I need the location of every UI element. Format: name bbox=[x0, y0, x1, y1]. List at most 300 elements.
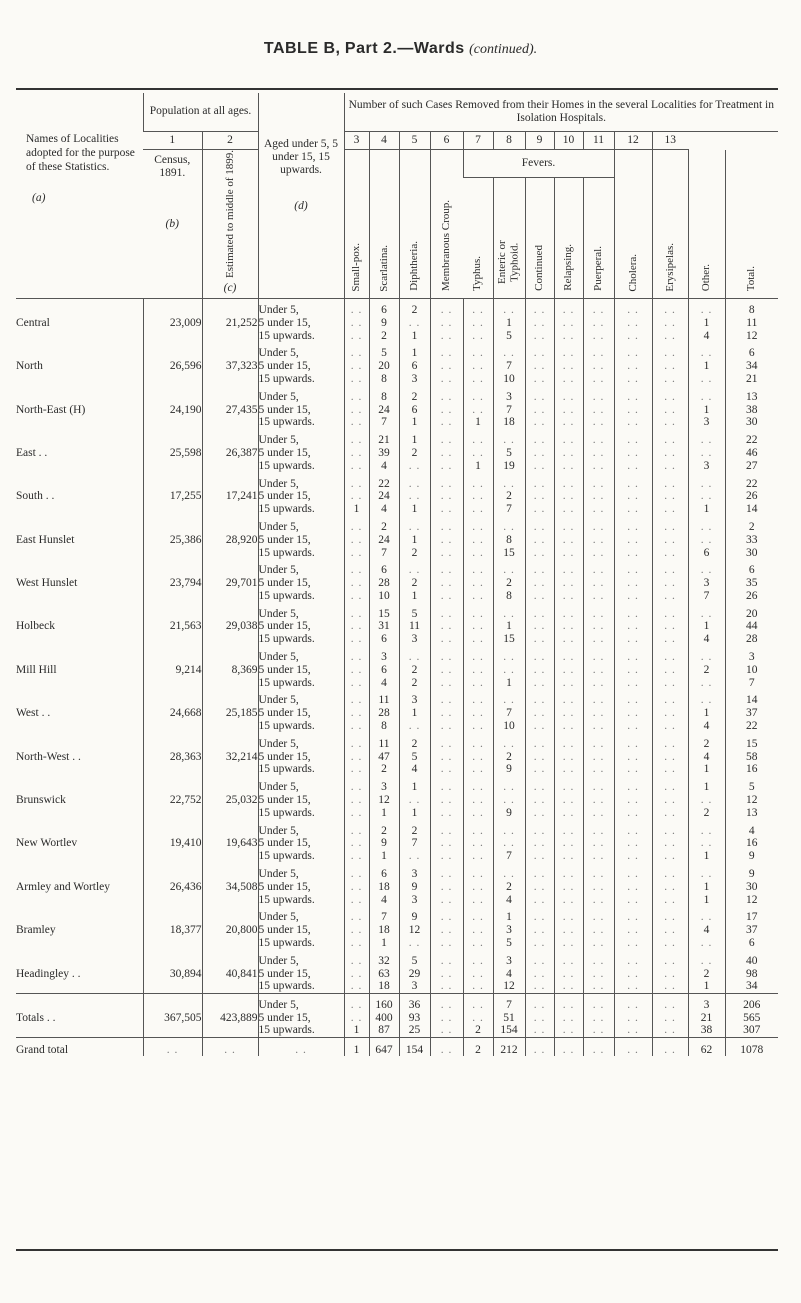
disease-header-other bbox=[688, 150, 725, 299]
census-value: 9,214 bbox=[143, 664, 202, 677]
case-count: 1 bbox=[399, 781, 430, 794]
empty-cell: . . bbox=[463, 391, 493, 404]
case-count: 6 bbox=[369, 304, 399, 317]
empty-cell: . . bbox=[525, 460, 554, 473]
empty-cell: . . bbox=[525, 434, 554, 447]
case-count: 24 bbox=[369, 490, 399, 503]
empty-cell: . . bbox=[583, 850, 614, 863]
empty-cell: . . bbox=[525, 894, 554, 907]
empty-cell: . . bbox=[430, 404, 463, 417]
empty-cell: . . bbox=[583, 881, 614, 894]
empty-cell: . . bbox=[430, 373, 463, 386]
empty-cell: . . bbox=[614, 868, 652, 881]
empty-cell: . . bbox=[614, 608, 652, 621]
empty-cell: . . bbox=[554, 664, 583, 677]
table-part: Part 2. bbox=[344, 40, 398, 57]
empty-cell: . . bbox=[399, 850, 430, 863]
case-count: 38 bbox=[688, 1024, 725, 1037]
empty-cell: . . bbox=[583, 490, 614, 503]
case-count: 21 bbox=[725, 373, 778, 386]
census-value bbox=[143, 694, 202, 707]
case-count: 4 bbox=[688, 751, 725, 764]
empty-cell: . . bbox=[344, 416, 369, 429]
age-group: 15 upwards. bbox=[258, 460, 344, 473]
empty-cell: . . bbox=[554, 980, 583, 993]
empty-cell: . . bbox=[583, 720, 614, 733]
empty-cell: . . bbox=[554, 564, 583, 577]
case-count: 4 bbox=[369, 503, 399, 516]
locality-name bbox=[16, 1024, 143, 1037]
empty-cell: . . bbox=[344, 968, 369, 981]
empty-cell: . . bbox=[463, 590, 493, 603]
empty-cell: . . bbox=[463, 608, 493, 621]
empty-cell: . . bbox=[344, 447, 369, 460]
table-row bbox=[16, 781, 778, 794]
empty-cell: . . bbox=[583, 460, 614, 473]
empty-cell: . . bbox=[525, 825, 554, 838]
empty-cell: . . bbox=[463, 490, 493, 503]
locality-name bbox=[16, 347, 143, 360]
age-group: 15 upwards. bbox=[258, 980, 344, 993]
census-value bbox=[143, 304, 202, 317]
locality-name: North-West . . bbox=[16, 750, 81, 763]
estimated-value bbox=[202, 894, 258, 907]
estimated-value bbox=[202, 347, 258, 360]
empty-cell: . . bbox=[430, 521, 463, 534]
empty-cell: . . bbox=[652, 633, 688, 646]
empty-cell: . . bbox=[614, 664, 652, 677]
locality-name bbox=[16, 955, 143, 968]
disease-header-puerperal bbox=[583, 177, 614, 299]
case-count: 206 bbox=[725, 999, 778, 1012]
case-count: 2 bbox=[369, 763, 399, 776]
empty-cell: . . bbox=[652, 478, 688, 491]
table-title bbox=[0, 40, 801, 58]
cases-header bbox=[344, 93, 778, 132]
empty-cell: . . bbox=[583, 651, 614, 664]
locality-name bbox=[16, 720, 143, 733]
empty-cell: . . bbox=[525, 738, 554, 751]
empty-cell: . . bbox=[554, 720, 583, 733]
age-group: 5 under 15, bbox=[258, 707, 344, 720]
case-count: 15 bbox=[493, 633, 525, 646]
locality-name bbox=[16, 651, 143, 664]
empty-cell: . . bbox=[463, 924, 493, 937]
estimated-value bbox=[202, 521, 258, 534]
empty-cell: . . bbox=[525, 794, 554, 807]
empty-cell: . . bbox=[652, 404, 688, 417]
census-value bbox=[143, 478, 202, 491]
locality-name: Headingley . . bbox=[16, 967, 81, 980]
case-count: 29 bbox=[399, 968, 430, 981]
case-count: 10 bbox=[725, 664, 778, 677]
case-count: 1 bbox=[399, 590, 430, 603]
case-count: 2 bbox=[399, 738, 430, 751]
case-count: 1 bbox=[399, 416, 430, 429]
case-count: 9 bbox=[725, 850, 778, 863]
case-count: 22 bbox=[725, 434, 778, 447]
census-value bbox=[143, 850, 202, 863]
table-row bbox=[16, 955, 778, 968]
table-row bbox=[16, 738, 778, 751]
case-count: 9 bbox=[369, 317, 399, 330]
empty-cell: . . bbox=[583, 590, 614, 603]
empty-cell: . . bbox=[652, 1024, 688, 1037]
empty-cell: . . bbox=[554, 434, 583, 447]
locality-name: Central bbox=[16, 316, 50, 329]
empty-cell: . . bbox=[430, 850, 463, 863]
empty-cell: . . bbox=[344, 330, 369, 343]
locality-name: Armley and Wortley bbox=[16, 880, 111, 893]
case-count: 1 bbox=[463, 416, 493, 429]
disease-label: Relapsing. bbox=[562, 244, 575, 292]
empty-cell: . . bbox=[614, 794, 652, 807]
age-group: 15 upwards. bbox=[258, 677, 344, 690]
census-value bbox=[143, 937, 202, 950]
case-count: 51 bbox=[493, 1012, 525, 1025]
empty-cell: . . bbox=[525, 837, 554, 850]
disease-label: Typhus. bbox=[471, 256, 484, 292]
case-count: 12 bbox=[399, 924, 430, 937]
census-value bbox=[143, 416, 202, 429]
case-count: 3 bbox=[399, 694, 430, 707]
empty-cell: . . bbox=[525, 608, 554, 621]
empty-cell: . . bbox=[583, 1044, 614, 1057]
case-count: 11 bbox=[369, 738, 399, 751]
locality-name bbox=[16, 825, 143, 838]
case-count: 7 bbox=[493, 999, 525, 1012]
empty-cell: . . bbox=[463, 330, 493, 343]
empty-cell: . . bbox=[614, 1024, 652, 1037]
empty-cell: . . bbox=[614, 373, 652, 386]
grand-total-value: 1078 bbox=[725, 1044, 778, 1057]
case-count: 11 bbox=[369, 694, 399, 707]
empty-cell: . . bbox=[583, 763, 614, 776]
case-count: 58 bbox=[725, 751, 778, 764]
empty-cell: . . bbox=[688, 911, 725, 924]
case-count: 160 bbox=[369, 999, 399, 1012]
empty-cell: . . bbox=[463, 738, 493, 751]
empty-cell: . . bbox=[525, 317, 554, 330]
case-count: 7 bbox=[725, 677, 778, 690]
census-value bbox=[143, 677, 202, 690]
case-count: 22 bbox=[725, 478, 778, 491]
estimated-value: 17,241 bbox=[202, 490, 258, 503]
empty-cell: . . bbox=[583, 317, 614, 330]
empty-cell: . . bbox=[583, 534, 614, 547]
case-count: 4 bbox=[725, 825, 778, 838]
case-count: 1 bbox=[688, 360, 725, 373]
age-group: 5 under 15, bbox=[258, 968, 344, 981]
empty-cell: . . bbox=[614, 490, 652, 503]
empty-cell: . . bbox=[525, 694, 554, 707]
case-count: 37 bbox=[725, 707, 778, 720]
locality-name bbox=[16, 694, 143, 707]
empty-cell: . . bbox=[493, 608, 525, 621]
empty-cell: . . bbox=[344, 825, 369, 838]
table-row bbox=[16, 490, 778, 503]
empty-cell: . . bbox=[614, 534, 652, 547]
empty-cell: . . bbox=[652, 330, 688, 343]
empty-cell: . . bbox=[614, 807, 652, 820]
age-group: 15 upwards. bbox=[258, 416, 344, 429]
empty-cell: . . bbox=[493, 478, 525, 491]
empty-cell: . . bbox=[344, 521, 369, 534]
case-count: 12 bbox=[493, 980, 525, 993]
table-row bbox=[16, 521, 778, 534]
case-count: 7 bbox=[369, 547, 399, 560]
empty-cell: . . bbox=[614, 763, 652, 776]
empty-cell: . . bbox=[463, 937, 493, 950]
estimated-value bbox=[202, 391, 258, 404]
empty-cell: . . bbox=[493, 781, 525, 794]
case-count: 6 bbox=[369, 664, 399, 677]
empty-cell: . . bbox=[688, 837, 725, 850]
estimated-value bbox=[202, 304, 258, 317]
age-group: Under 5, bbox=[258, 825, 344, 838]
case-count: 6 bbox=[725, 564, 778, 577]
empty-cell: . . bbox=[493, 794, 525, 807]
case-count: 7 bbox=[399, 837, 430, 850]
column-number: 3 bbox=[344, 132, 369, 150]
estimated-value bbox=[202, 633, 258, 646]
case-count: 1 bbox=[399, 503, 430, 516]
empty-cell: . . bbox=[554, 620, 583, 633]
locality-name bbox=[16, 937, 143, 950]
locality-name: Totals . . bbox=[16, 1011, 56, 1024]
case-count: 307 bbox=[725, 1024, 778, 1037]
empty-cell: . . bbox=[614, 434, 652, 447]
empty-cell: . . bbox=[430, 434, 463, 447]
disease-label: Enteric or Typhoid. bbox=[496, 240, 522, 285]
empty-cell: . . bbox=[614, 416, 652, 429]
empty-cell: . . bbox=[652, 347, 688, 360]
empty-cell: . . bbox=[688, 447, 725, 460]
empty-cell: . . bbox=[614, 503, 652, 516]
empty-cell: . . bbox=[463, 837, 493, 850]
empty-cell: . . bbox=[652, 447, 688, 460]
empty-cell: . . bbox=[652, 825, 688, 838]
empty-cell: . . bbox=[554, 503, 583, 516]
empty-cell: . . bbox=[344, 980, 369, 993]
empty-cell: . . bbox=[525, 677, 554, 690]
empty-cell: . . bbox=[614, 633, 652, 646]
table-row bbox=[16, 894, 778, 907]
empty-cell: . . bbox=[688, 955, 725, 968]
empty-cell: . . bbox=[525, 937, 554, 950]
case-count: 1 bbox=[688, 317, 725, 330]
empty-cell: . . bbox=[688, 868, 725, 881]
empty-cell: . . bbox=[554, 447, 583, 460]
case-count: 9 bbox=[369, 837, 399, 850]
empty-cell: . . bbox=[525, 850, 554, 863]
empty-cell: . . bbox=[399, 521, 430, 534]
age-group: 5 under 15, bbox=[258, 664, 344, 677]
locality-name bbox=[16, 478, 143, 491]
census-value bbox=[143, 503, 202, 516]
empty-cell: . . bbox=[652, 763, 688, 776]
disease-label: Continued bbox=[533, 245, 546, 292]
age-group: 15 upwards. bbox=[258, 807, 344, 820]
estimated-value bbox=[202, 694, 258, 707]
age-group: Under 5, bbox=[258, 521, 344, 534]
table-row bbox=[16, 564, 778, 577]
empty-cell: . . bbox=[493, 825, 525, 838]
estimated-value: 29,701 bbox=[202, 577, 258, 590]
case-count: 24 bbox=[369, 404, 399, 417]
column-number: 6 bbox=[430, 132, 463, 150]
empty-cell: . . bbox=[652, 677, 688, 690]
empty-cell: . . bbox=[525, 547, 554, 560]
census-value bbox=[143, 894, 202, 907]
empty-cell: . . bbox=[583, 807, 614, 820]
table-row bbox=[16, 577, 778, 590]
disease-header-enteric bbox=[493, 177, 525, 299]
case-count: 87 bbox=[369, 1024, 399, 1037]
empty-cell: . . bbox=[583, 677, 614, 690]
col-a-label: (a) bbox=[32, 192, 46, 205]
case-count: 33 bbox=[725, 534, 778, 547]
table-row bbox=[16, 534, 778, 547]
age-group: 15 upwards. bbox=[258, 330, 344, 343]
empty-cell: . . bbox=[344, 360, 369, 373]
column-number: 4 bbox=[369, 132, 399, 150]
case-count: 98 bbox=[725, 968, 778, 981]
estimated-value: 25,185 bbox=[202, 707, 258, 720]
case-count: 4 bbox=[399, 763, 430, 776]
case-count: 3 bbox=[493, 955, 525, 968]
empty-cell: . . bbox=[344, 999, 369, 1012]
census-header-text: Census, 1891. bbox=[154, 154, 191, 180]
age-group: Under 5, bbox=[258, 651, 344, 664]
age-group: 15 upwards. bbox=[258, 763, 344, 776]
empty-cell: . . bbox=[525, 590, 554, 603]
empty-cell: . . bbox=[399, 720, 430, 733]
empty-cell: . . bbox=[554, 633, 583, 646]
census-value bbox=[143, 434, 202, 447]
empty-cell: . . bbox=[344, 404, 369, 417]
case-count: 1 bbox=[369, 850, 399, 863]
empty-cell: . . bbox=[463, 360, 493, 373]
case-count: 30 bbox=[725, 416, 778, 429]
case-count: 3 bbox=[493, 391, 525, 404]
empty-cell: . . bbox=[463, 881, 493, 894]
census-value bbox=[143, 651, 202, 664]
census-value bbox=[143, 347, 202, 360]
empty-cell: . . bbox=[614, 447, 652, 460]
empty-cell: . . bbox=[554, 807, 583, 820]
empty-cell: . . bbox=[554, 391, 583, 404]
age-group: 15 upwards. bbox=[258, 503, 344, 516]
empty-cell: . . bbox=[463, 347, 493, 360]
empty-cell: . . bbox=[430, 1012, 463, 1025]
grand-total-value: 62 bbox=[688, 1044, 725, 1057]
empty-cell: . . bbox=[583, 547, 614, 560]
case-count: 14 bbox=[725, 694, 778, 707]
empty-cell: . . bbox=[554, 911, 583, 924]
age-group: 15 upwards. bbox=[258, 633, 344, 646]
empty-cell: . . bbox=[344, 304, 369, 317]
empty-cell: . . bbox=[583, 911, 614, 924]
empty-cell: . . bbox=[463, 763, 493, 776]
age-group: 5 under 15, bbox=[258, 360, 344, 373]
estimated-value: 423,889 bbox=[202, 1012, 258, 1025]
grand-total-aged: . . bbox=[258, 1044, 344, 1057]
empty-cell: . . bbox=[652, 577, 688, 590]
case-count: 4 bbox=[369, 677, 399, 690]
table-row bbox=[16, 720, 778, 733]
empty-cell: . . bbox=[525, 633, 554, 646]
empty-cell: . . bbox=[652, 490, 688, 503]
empty-cell: . . bbox=[463, 521, 493, 534]
estimated-value bbox=[202, 564, 258, 577]
empty-cell: . . bbox=[463, 564, 493, 577]
case-count: 12 bbox=[725, 794, 778, 807]
estimated-value bbox=[202, 373, 258, 386]
empty-cell: . . bbox=[463, 577, 493, 590]
empty-cell: . . bbox=[344, 620, 369, 633]
empty-cell: . . bbox=[614, 911, 652, 924]
age-group: Under 5, bbox=[258, 304, 344, 317]
column-number: 5 bbox=[399, 132, 430, 150]
bottom-rule bbox=[16, 1249, 778, 1251]
case-count: 1 bbox=[688, 404, 725, 417]
empty-cell: . . bbox=[525, 807, 554, 820]
census-value: 22,752 bbox=[143, 794, 202, 807]
empty-cell: . . bbox=[399, 651, 430, 664]
case-count: 5 bbox=[369, 347, 399, 360]
table-row bbox=[16, 677, 778, 690]
case-count: 19 bbox=[493, 460, 525, 473]
empty-cell: . . bbox=[614, 1044, 652, 1057]
case-count: 3 bbox=[399, 373, 430, 386]
table-row bbox=[16, 330, 778, 343]
empty-cell: . . bbox=[554, 707, 583, 720]
empty-cell: . . bbox=[614, 894, 652, 907]
empty-cell: . . bbox=[652, 503, 688, 516]
empty-cell: . . bbox=[614, 577, 652, 590]
empty-cell: . . bbox=[525, 416, 554, 429]
empty-cell: . . bbox=[430, 794, 463, 807]
locality-name bbox=[16, 547, 143, 560]
case-count: 1 bbox=[399, 330, 430, 343]
disease-label: Total. bbox=[745, 266, 758, 292]
case-count: 28 bbox=[369, 577, 399, 590]
disease-label: Other. bbox=[700, 264, 713, 292]
empty-cell: . . bbox=[614, 980, 652, 993]
census-value: 18,377 bbox=[143, 924, 202, 937]
empty-cell: . . bbox=[583, 781, 614, 794]
empty-cell: . . bbox=[554, 881, 583, 894]
empty-cell: . . bbox=[688, 694, 725, 707]
empty-cell: . . bbox=[463, 868, 493, 881]
empty-cell: . . bbox=[688, 373, 725, 386]
empty-cell: . . bbox=[399, 937, 430, 950]
table-row bbox=[16, 547, 778, 560]
age-group: 5 under 15, bbox=[258, 1012, 344, 1025]
empty-cell: . . bbox=[583, 391, 614, 404]
estimated-value bbox=[202, 503, 258, 516]
case-count: 10 bbox=[493, 720, 525, 733]
empty-cell: . . bbox=[399, 490, 430, 503]
case-count: 6 bbox=[369, 633, 399, 646]
empty-cell: . . bbox=[525, 707, 554, 720]
case-count: 47 bbox=[369, 751, 399, 764]
census-value bbox=[143, 547, 202, 560]
empty-cell: . . bbox=[463, 434, 493, 447]
empty-cell: . . bbox=[614, 620, 652, 633]
empty-cell: . . bbox=[399, 317, 430, 330]
